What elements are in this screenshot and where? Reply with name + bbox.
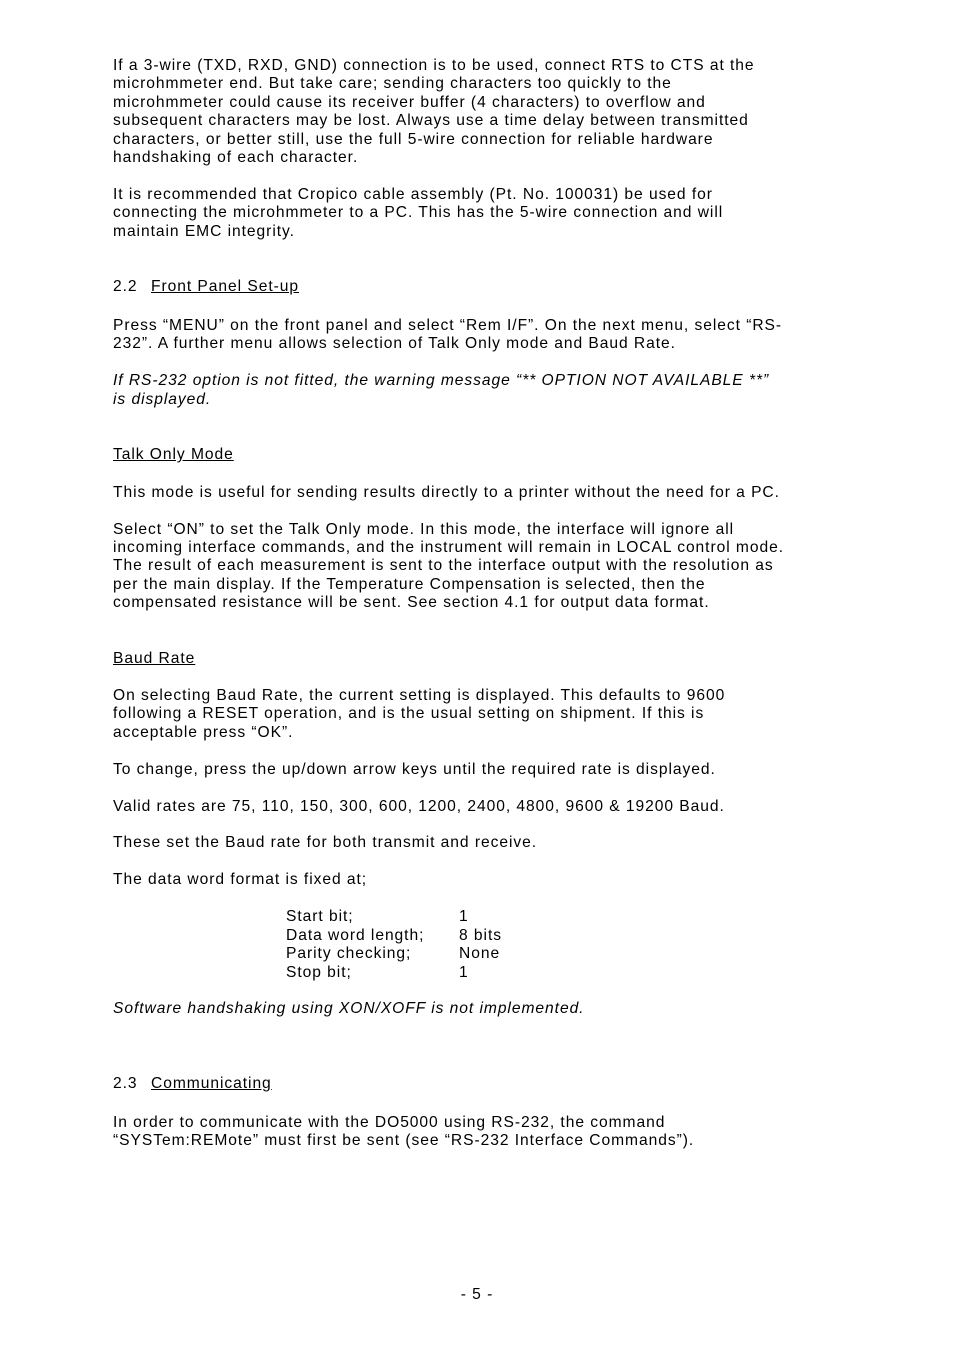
- text-line: is displayed.: [113, 390, 212, 408]
- note-software-handshaking: Software handshaking using XON/XOFF is not implemented.: [113, 1000, 585, 1018]
- section-heading-2-2: [113, 278, 873, 296]
- text-line: following a RESET operation, and is the usual setting on shipment. If this is: [113, 705, 705, 723]
- paragraph-baud-default: [113, 687, 873, 742]
- paragraph-talk-only-details: [113, 521, 873, 613]
- text-line: maintain EMC integrity.: [113, 222, 295, 240]
- text-line: characters, or better still, use the full 5-wire connection for reliable hardware: [113, 130, 714, 148]
- paragraph-baud-valid-rates: Valid rates are 75, 110, 150, 300, 600, 1200, 2400, 4800, 9600 & 19200 Baud.: [113, 797, 725, 815]
- paragraph-front-panel: [113, 317, 873, 354]
- format-value: None: [459, 945, 501, 963]
- format-label: Parity checking;: [286, 945, 412, 963]
- text-line: If a 3-wire (TXD, RXD, GND) connection is to be used, connect RTS to CTS at the: [113, 57, 755, 74]
- text-line: Press “MENU” on the front panel and select “Rem I/F”. On the next menu, select “RS-: [113, 317, 783, 335]
- section-heading-2-3: [113, 1075, 873, 1093]
- document-page: [113, 57, 873, 1151]
- text-line: Select “ON” to set the Talk Only mode. In this mode, the interface will ignore all: [113, 520, 735, 538]
- paragraph-talk-only-intro: This mode is useful for sending results directly to a printer without the need for a PC.: [113, 483, 780, 501]
- text-line: 232”. A further menu allows selection of Talk Only mode and Baud Rate.: [113, 335, 676, 353]
- format-label: Start bit;: [286, 908, 354, 926]
- section-number: 2.3: [113, 1074, 138, 1092]
- note-option-not-fitted: [113, 372, 873, 409]
- section-title: Communicating: [151, 1074, 272, 1092]
- paragraph-cable-assembly: [113, 186, 873, 241]
- text-line: compensated resistance will be sent. See section 4.1 for output data format.: [113, 594, 710, 612]
- table-row: [286, 964, 502, 982]
- format-label: Stop bit;: [286, 963, 352, 981]
- section-title: Front Panel Set-up: [151, 278, 299, 296]
- format-value: 1: [459, 963, 469, 981]
- paragraph-baud-change: To change, press the up/down arrow keys until the required rate is displayed.: [113, 760, 716, 778]
- text-line: It is recommended that Cropico cable assembly (Pt. No. 100031) be used for: [113, 185, 713, 203]
- text-line: microhmmeter could cause its receiver buffer (4 characters) to overflow and: [113, 93, 706, 111]
- text-line: In order to communicate with the DO5000 using RS-232, the command: [113, 1113, 666, 1131]
- format-value: 1: [459, 908, 469, 926]
- subheading-talk-only-mode: Talk Only Mode: [113, 446, 234, 464]
- table-row: [286, 908, 502, 926]
- text-line: microhmmeter end. But take care; sending characters too quickly to the: [113, 75, 672, 93]
- paragraph-communicating: [113, 1114, 873, 1151]
- text-line: “SYSTem:REMote” must first be sent (see “RS-232 Interface Commands”).: [113, 1132, 695, 1150]
- text-line: On selecting Baud Rate, the current setting is displayed. This defaults to 9600: [113, 686, 726, 704]
- text-line: incoming interface commands, and the instrument will remain in LOCAL control mode.: [113, 538, 785, 556]
- subheading-baud-rate: Baud Rate: [113, 649, 196, 667]
- text-line: If RS-232 option is not fitted, the warning message “** OPTION NOT AVAILABLE **”: [113, 372, 770, 390]
- text-line: connecting the microhmmeter to a PC. This has the 5-wire connection and will: [113, 204, 724, 222]
- text-line: The result of each measurement is sent to the interface output with the resolution as: [113, 557, 774, 575]
- format-value: 8 bits: [459, 926, 502, 944]
- text-line: per the main display. If the Temperature Compensation is selected, then the: [113, 575, 706, 593]
- table-row: [286, 927, 502, 945]
- data-word-format-table: [286, 908, 502, 982]
- text-line: acceptable press “OK”.: [113, 723, 294, 741]
- format-label: Data word length;: [286, 926, 425, 944]
- page-number: - 5 -: [460, 1286, 494, 1303]
- paragraph-word-format-intro: The data word format is fixed at;: [113, 871, 368, 889]
- text-line: subsequent characters may be lost. Always use a time delay between transmitted: [113, 112, 749, 130]
- table-row: [286, 945, 502, 963]
- paragraph-3-wire-connection: [113, 57, 873, 167]
- section-number: 2.2: [113, 278, 138, 296]
- text-line: handshaking of each character.: [113, 149, 359, 167]
- paragraph-baud-both: These set the Baud rate for both transmit and receive.: [113, 834, 538, 852]
